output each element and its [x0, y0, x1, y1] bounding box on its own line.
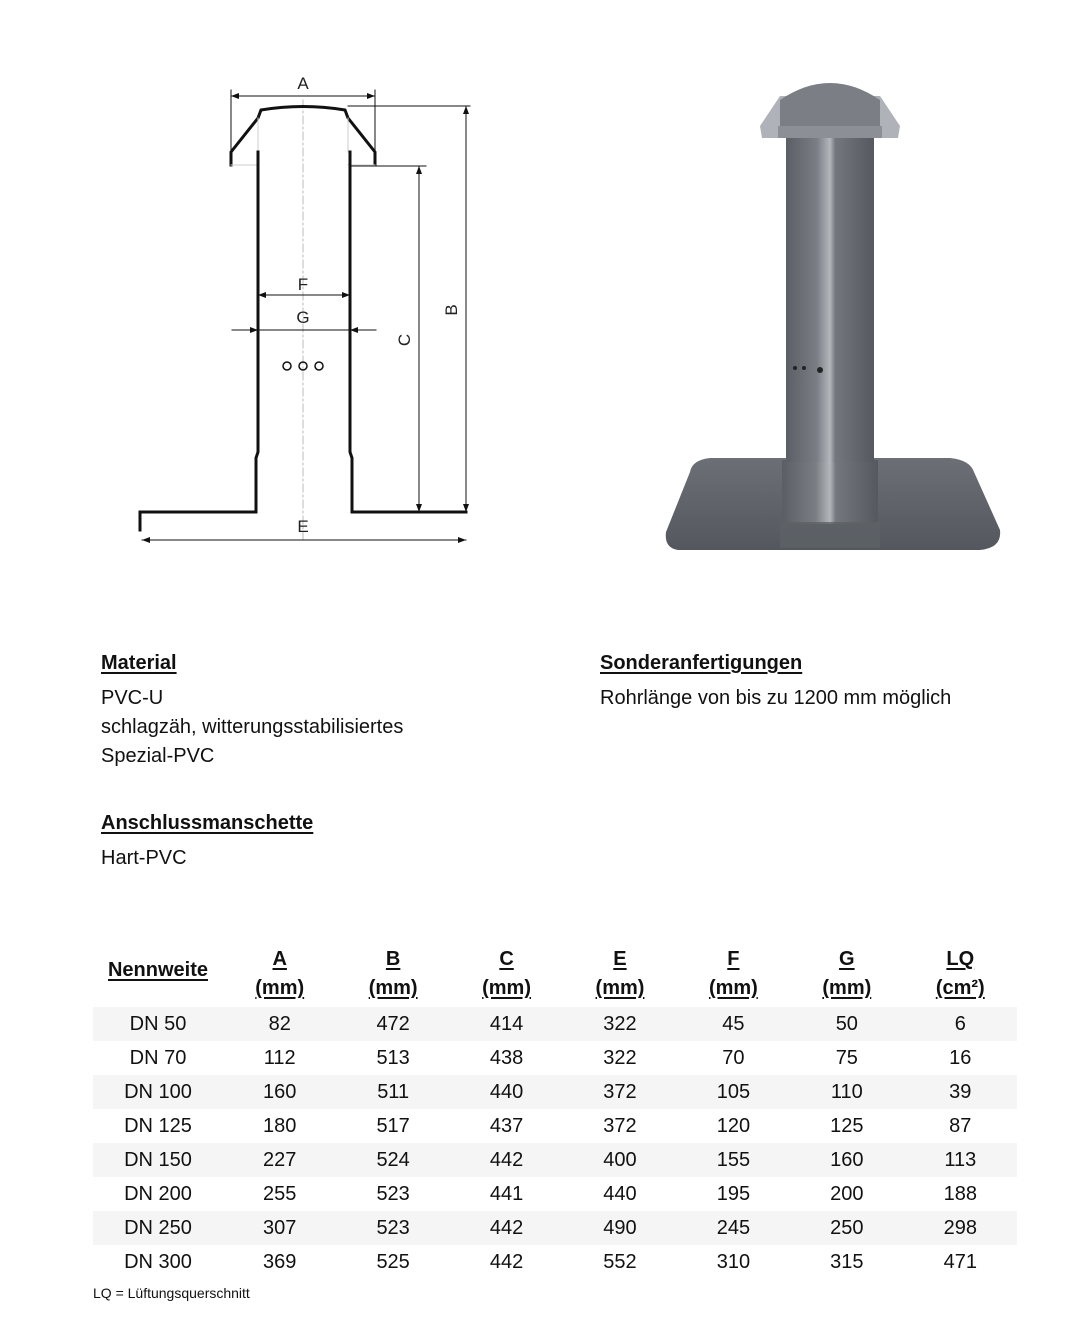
cell-nennweite: DN 100: [124, 1081, 192, 1103]
table-row: [93, 1245, 1017, 1279]
cell-c: 437: [489, 1115, 524, 1137]
header-unit: (mm): [482, 977, 531, 999]
hood-ring: [778, 126, 882, 138]
cell-a: 369: [263, 1251, 297, 1273]
cell-f: 195: [716, 1183, 751, 1205]
cell-e: 322: [603, 1013, 637, 1035]
cell-e: 372: [603, 1081, 637, 1103]
label-c: C: [395, 333, 414, 347]
footnote: LQ = Lüftungsquerschnitt: [93, 1285, 250, 1301]
cell-g: 110: [830, 1081, 863, 1103]
cell-g: 50: [835, 1013, 858, 1035]
table-row: [93, 1041, 1017, 1075]
material-line: PVC-U: [101, 687, 164, 709]
cell-c: 440: [489, 1081, 524, 1103]
cell-e: 440: [603, 1183, 637, 1205]
header-text: LQ: [946, 948, 975, 970]
header-text: C: [499, 948, 514, 970]
cell-a: 227: [263, 1149, 297, 1171]
vent-hole: [283, 362, 291, 370]
cell-nennweite: DN 250: [124, 1217, 192, 1239]
hood-cap: [780, 83, 880, 130]
cell-a: 180: [263, 1115, 297, 1137]
header-text: Nennweite: [107, 958, 209, 981]
cell-e: 372: [603, 1115, 637, 1137]
table-row: [93, 1143, 1017, 1177]
label-g: G: [296, 308, 310, 327]
cell-e: 400: [603, 1149, 637, 1171]
vent-hole: [817, 367, 823, 373]
pipe-sleeve: [782, 460, 878, 524]
cell-c: 442: [489, 1217, 524, 1239]
sonderanfertigungen-line: Rohrlänge von bis zu 1200 mm möglich: [600, 687, 952, 709]
label-a: A: [297, 74, 309, 93]
table-body: [93, 1007, 1017, 1279]
label-b: B: [442, 304, 461, 316]
sonderanfertigungen-heading: Sonderanfertigungen: [600, 652, 803, 674]
cell-c: 438: [489, 1047, 524, 1069]
header-unit: (mm): [255, 977, 305, 999]
header-text: F: [727, 948, 740, 970]
cell-nennweite: DN 50: [129, 1013, 187, 1035]
cell-b: 523: [376, 1217, 410, 1239]
cell-lq: 87: [949, 1115, 972, 1137]
cell-g: 125: [830, 1115, 864, 1137]
cell-c: 441: [489, 1183, 524, 1205]
anschlussmanschette-line: Hart-PVC: [101, 847, 187, 869]
header-unit: (mm): [595, 977, 645, 999]
cell-a: 112: [263, 1047, 296, 1069]
cell-nennweite: DN 300: [124, 1251, 192, 1273]
column-header-f: [677, 945, 790, 1007]
pipe-wall-right: [350, 152, 466, 512]
cell-lq: 39: [949, 1081, 972, 1103]
vent-hole: [793, 366, 797, 370]
label-f: F: [297, 275, 309, 294]
cell-g: 315: [830, 1251, 864, 1273]
header-unit: (mm): [368, 977, 418, 999]
cell-g: 250: [830, 1217, 864, 1239]
column-header-nennweite: [93, 945, 223, 1007]
cell-e: 552: [603, 1251, 637, 1273]
cell-lq: 298: [943, 1217, 977, 1239]
header-text: B: [385, 948, 401, 970]
cell-f: 105: [716, 1081, 751, 1103]
header-text: G: [839, 948, 855, 970]
cell-a: 307: [263, 1217, 297, 1239]
cell-nennweite: DN 200: [124, 1183, 192, 1205]
header-unit: (cm²): [935, 977, 985, 999]
cell-lq: 113: [944, 1149, 977, 1171]
cell-f: 120: [716, 1115, 751, 1137]
cell-nennweite: DN 150: [124, 1149, 192, 1171]
cell-f: 70: [722, 1047, 745, 1069]
column-header-b: [336, 945, 449, 1007]
cell-nennweite: DN 125: [124, 1115, 192, 1137]
cell-a: 82: [268, 1013, 291, 1035]
sonderanfertigungen-text: [600, 684, 951, 713]
cell-lq: 471: [943, 1251, 977, 1273]
cell-g: 160: [830, 1149, 864, 1171]
cell-c: 442: [489, 1251, 524, 1273]
cell-lq: 6: [954, 1013, 966, 1035]
table-row: [93, 1109, 1017, 1143]
product-photo: [650, 60, 1010, 560]
cell-b: 517: [376, 1115, 410, 1137]
column-header-g: [790, 945, 903, 1007]
table-row: [93, 1007, 1017, 1041]
header-unit: (mm): [822, 977, 872, 999]
pipe-wall-left: [140, 152, 258, 530]
table-header-row: [93, 945, 1017, 1007]
cell-lq: 188: [943, 1183, 977, 1205]
cell-b: 525: [376, 1251, 410, 1273]
column-header-lq: [904, 945, 1017, 1007]
technical-drawing: [130, 60, 480, 560]
cell-f: 155: [716, 1149, 751, 1171]
cell-a: 255: [263, 1183, 297, 1205]
material-text: [101, 684, 403, 771]
cell-b: 523: [376, 1183, 410, 1205]
table-row: [93, 1211, 1017, 1245]
header-text: A: [272, 948, 287, 970]
cell-e: 322: [603, 1047, 637, 1069]
column-header-e: [563, 945, 676, 1007]
cell-e: 490: [603, 1217, 637, 1239]
material-line: schlagzäh, witterungsstabilisiertes: [101, 716, 404, 738]
header-text: E: [613, 948, 627, 970]
anschlussmanschette-heading: Anschlussmanschette: [101, 812, 314, 834]
cell-g: 75: [835, 1047, 858, 1069]
cell-b: 472: [376, 1013, 410, 1035]
cell-b: 511: [377, 1081, 410, 1103]
vent-hole: [802, 366, 806, 370]
table-row: [93, 1177, 1017, 1211]
column-header-a: [223, 945, 336, 1007]
material-line: Spezial-PVC: [101, 745, 215, 767]
column-header-c: [450, 945, 563, 1007]
cell-a: 160: [263, 1081, 297, 1103]
material-heading: Material: [101, 652, 177, 674]
vent-hole: [315, 362, 323, 370]
cell-g: 200: [830, 1183, 864, 1205]
cell-lq: 16: [949, 1047, 972, 1069]
cell-b: 524: [376, 1149, 410, 1171]
anschlussmanschette-text: [101, 844, 187, 873]
cell-c: 442: [489, 1149, 524, 1171]
dimensions-table: [93, 945, 1017, 1279]
label-e: E: [297, 517, 309, 536]
cell-nennweite: DN 70: [129, 1047, 187, 1069]
cell-f: 245: [716, 1217, 751, 1239]
table-row: [93, 1075, 1017, 1109]
cell-f: 310: [716, 1251, 751, 1273]
cell-f: 45: [722, 1013, 745, 1035]
cell-c: 414: [489, 1013, 524, 1035]
pipe-body: [786, 138, 874, 462]
cell-b: 513: [376, 1047, 410, 1069]
header-unit: (mm): [708, 977, 758, 999]
